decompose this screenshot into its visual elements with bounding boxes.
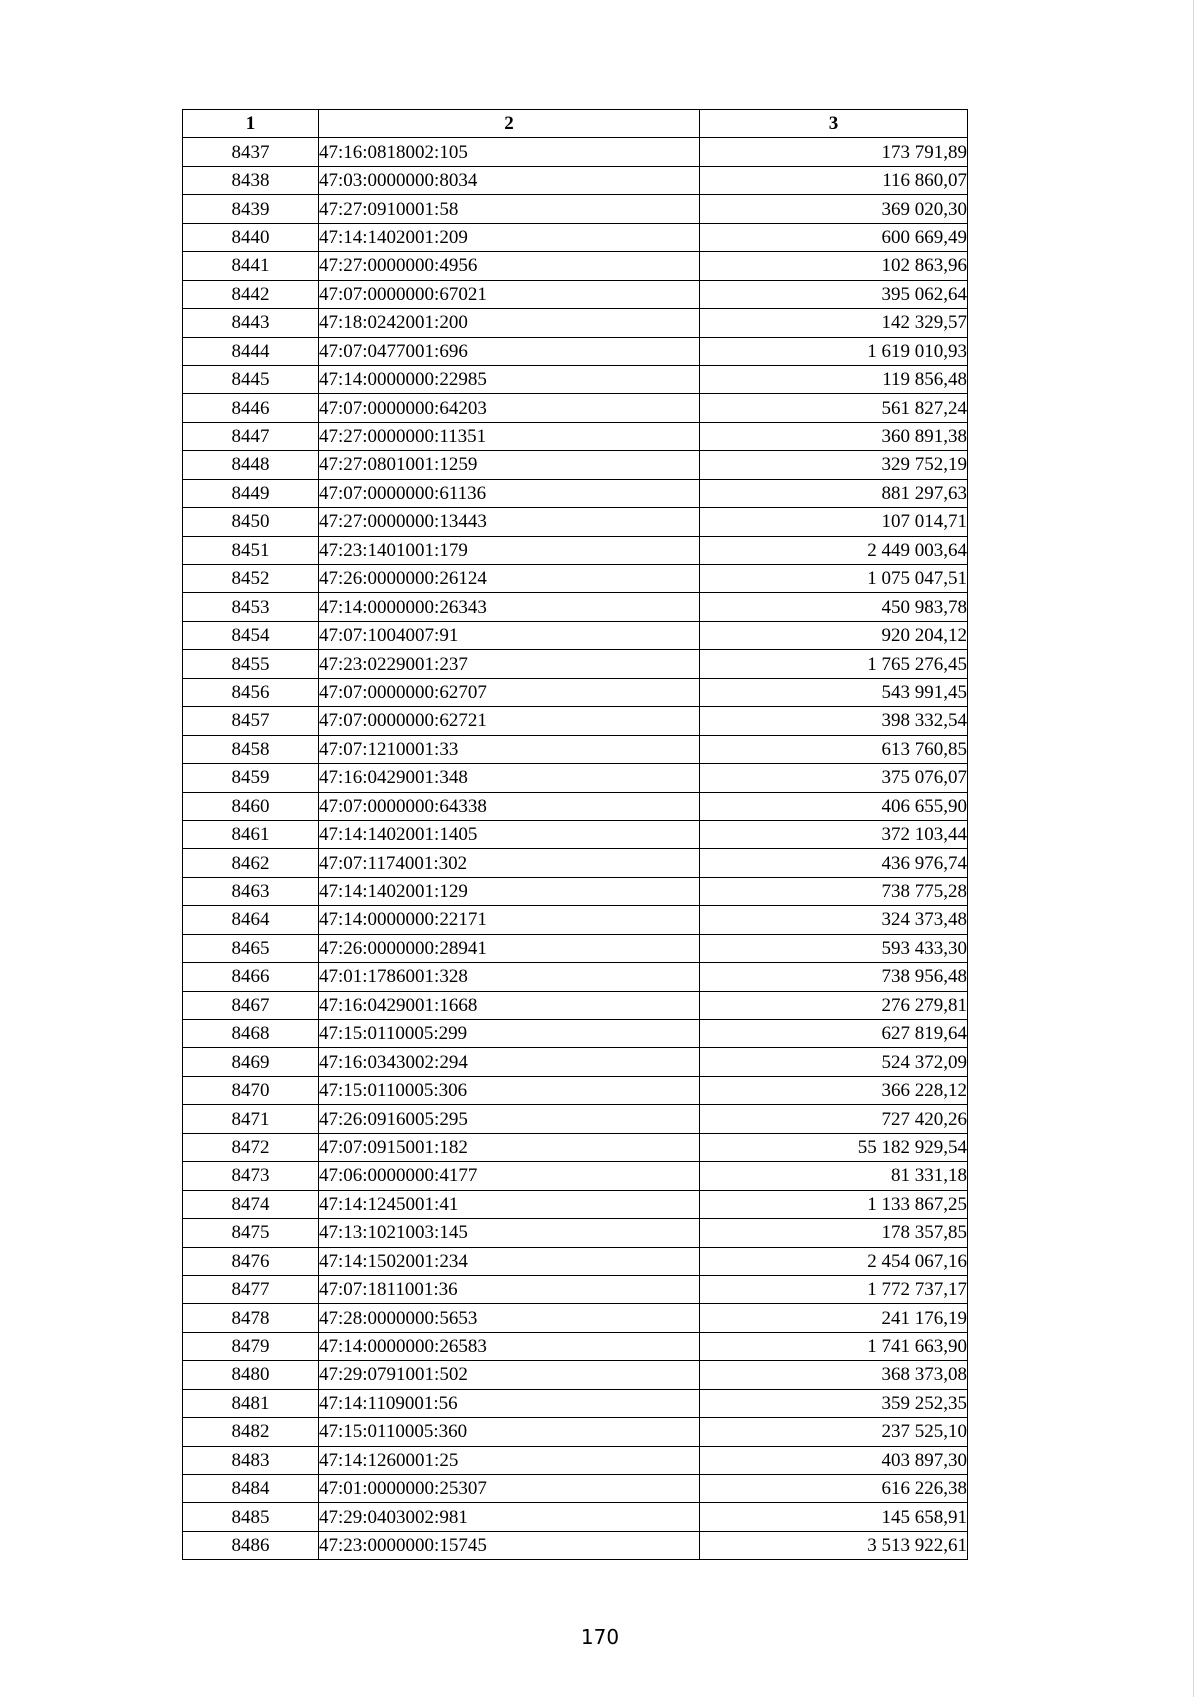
table-row: [183, 1105, 968, 1133]
cadastral-value: 119 856,48: [700, 365, 968, 393]
table-row: [183, 422, 968, 450]
cadastral-number: 47:27:0801001:1259: [319, 451, 700, 479]
table-row: [183, 593, 968, 621]
cadastral-value: 593 433,30: [700, 934, 968, 962]
table-row: [183, 1389, 968, 1417]
table-row: [183, 337, 968, 365]
table-row: [183, 1304, 968, 1332]
cadastral-number: 47:07:0000000:64338: [319, 792, 700, 820]
cadastral-value: 1 133 867,25: [700, 1190, 968, 1218]
cadastral-value: 145 658,91: [700, 1503, 968, 1531]
table-row: [183, 1076, 968, 1104]
row-number: 8467: [183, 991, 319, 1019]
cadastral-number: 47:07:1210001:33: [319, 735, 700, 763]
cadastral-value: 142 329,57: [700, 309, 968, 337]
row-number: 8444: [183, 337, 319, 365]
cadastral-number: 47:26:0000000:26124: [319, 565, 700, 593]
cadastral-number: 47:01:1786001:328: [319, 963, 700, 991]
cadastral-value: 366 228,12: [700, 1076, 968, 1104]
row-number: 8446: [183, 394, 319, 422]
cadastral-number: 47:23:0229001:237: [319, 650, 700, 678]
cadastral-value: 173 791,89: [700, 138, 968, 166]
table-row: [183, 1475, 968, 1503]
cadastral-value: 2 454 067,16: [700, 1247, 968, 1275]
cadastral-number: 47:18:0242001:200: [319, 309, 700, 337]
table-row: [183, 678, 968, 706]
cadastral-value: 375 076,07: [700, 764, 968, 792]
cadastral-value: 561 827,24: [700, 394, 968, 422]
row-number: 8477: [183, 1275, 319, 1303]
cadastral-value: 107 014,71: [700, 508, 968, 536]
cadastral-number: 47:26:0000000:28941: [319, 934, 700, 962]
table-row: [183, 1219, 968, 1247]
column-header-2: 2: [319, 110, 700, 138]
cadastral-value: 276 279,81: [700, 991, 968, 1019]
cadastral-value: 1 619 010,93: [700, 337, 968, 365]
cadastral-value: 102 863,96: [700, 252, 968, 280]
row-number: 8470: [183, 1076, 319, 1104]
table-row: [183, 252, 968, 280]
cadastral-number: 47:14:0000000:26583: [319, 1332, 700, 1360]
row-number: 8438: [183, 166, 319, 194]
row-number: 8466: [183, 963, 319, 991]
cadastral-value: 727 420,26: [700, 1105, 968, 1133]
row-number: 8455: [183, 650, 319, 678]
cadastral-number: 47:07:1174001:302: [319, 849, 700, 877]
row-number: 8472: [183, 1133, 319, 1161]
cadastral-number: 47:03:0000000:8034: [319, 166, 700, 194]
cadastral-value: 613 760,85: [700, 735, 968, 763]
table-row: [183, 1332, 968, 1360]
row-number: 8482: [183, 1418, 319, 1446]
row-number: 8461: [183, 820, 319, 848]
cadastral-number: 47:01:0000000:25307: [319, 1475, 700, 1503]
table-row: [183, 820, 968, 848]
table-row: [183, 309, 968, 337]
cadastral-value: 359 252,35: [700, 1389, 968, 1417]
page-number: 170: [580, 1625, 620, 1649]
table-row: [183, 1531, 968, 1559]
row-number: 8474: [183, 1190, 319, 1218]
row-number: 8469: [183, 1048, 319, 1076]
table-row: [183, 735, 968, 763]
cadastral-number: 47:14:0000000:22985: [319, 365, 700, 393]
cadastral-value: 2 449 003,64: [700, 536, 968, 564]
cadastral-number: 47:14:1260001:25: [319, 1446, 700, 1474]
cadastral-number: 47:07:0477001:696: [319, 337, 700, 365]
row-number: 8481: [183, 1389, 319, 1417]
cadastral-value: 395 062,64: [700, 280, 968, 308]
cadastral-value: 324 373,48: [700, 906, 968, 934]
row-number: 8465: [183, 934, 319, 962]
cadastral-value: 1 741 663,90: [700, 1332, 968, 1360]
cadastral-number: 47:14:0000000:26343: [319, 593, 700, 621]
cadastral-number: 47:29:0403002:981: [319, 1503, 700, 1531]
cadastral-number: 47:07:0000000:62721: [319, 707, 700, 735]
row-number: 8439: [183, 195, 319, 223]
cadastral-value: 55 182 929,54: [700, 1133, 968, 1161]
cadastral-number: 47:14:1402001:209: [319, 223, 700, 251]
cadastral-value: 543 991,45: [700, 678, 968, 706]
table-row: [183, 906, 968, 934]
cadastral-value: 406 655,90: [700, 792, 968, 820]
row-number: 8471: [183, 1105, 319, 1133]
cadastral-value: 738 775,28: [700, 877, 968, 905]
cadastral-value: 360 891,38: [700, 422, 968, 450]
cadastral-number: 47:07:0915001:182: [319, 1133, 700, 1161]
table-row: [183, 223, 968, 251]
cadastral-number: 47:28:0000000:5653: [319, 1304, 700, 1332]
cadastral-value: 436 976,74: [700, 849, 968, 877]
row-number: 8440: [183, 223, 319, 251]
row-number: 8450: [183, 508, 319, 536]
cadastral-value: 237 525,10: [700, 1418, 968, 1446]
row-number: 8460: [183, 792, 319, 820]
row-number: 8463: [183, 877, 319, 905]
table-row: [183, 479, 968, 507]
cadastral-number: 47:15:0110005:299: [319, 1020, 700, 1048]
row-number: 8453: [183, 593, 319, 621]
table-row: [183, 877, 968, 905]
cadastral-value: 600 669,49: [700, 223, 968, 251]
cadastral-number: 47:27:0000000:4956: [319, 252, 700, 280]
cadastral-value: 403 897,30: [700, 1446, 968, 1474]
cadastral-number: 47:15:0110005:360: [319, 1418, 700, 1446]
table-row: [183, 1503, 968, 1531]
cadastral-number: 47:14:1402001:129: [319, 877, 700, 905]
table-row: [183, 365, 968, 393]
row-number: 8457: [183, 707, 319, 735]
cadastral-number: 47:14:1402001:1405: [319, 820, 700, 848]
cadastral-value: 3 513 922,61: [700, 1531, 968, 1559]
row-number: 8442: [183, 280, 319, 308]
cadastral-number: 47:29:0791001:502: [319, 1361, 700, 1389]
table-row: [183, 792, 968, 820]
table-row: [183, 1361, 968, 1389]
cadastral-number: 47:07:1004007:91: [319, 621, 700, 649]
cadastral-number: 47:27:0000000:13443: [319, 508, 700, 536]
cadastral-number: 47:14:0000000:22171: [319, 906, 700, 934]
table-row: [183, 394, 968, 422]
row-number: 8447: [183, 422, 319, 450]
table-row: [183, 991, 968, 1019]
table-row: [183, 280, 968, 308]
table-row: [183, 138, 968, 166]
table-row: [183, 1418, 968, 1446]
table-row: [183, 1133, 968, 1161]
cadastral-value: 116 860,07: [700, 166, 968, 194]
row-number: 8451: [183, 536, 319, 564]
table-row: [183, 1162, 968, 1190]
table-row: [183, 621, 968, 649]
table-row: [183, 565, 968, 593]
cadastral-value: 369 020,30: [700, 195, 968, 223]
row-number: 8464: [183, 906, 319, 934]
cadastral-number: 47:07:1811001:36: [319, 1275, 700, 1303]
cadastral-value: 450 983,78: [700, 593, 968, 621]
row-number: 8478: [183, 1304, 319, 1332]
cadastral-number: 47:16:0818002:105: [319, 138, 700, 166]
row-number: 8476: [183, 1247, 319, 1275]
row-number: 8484: [183, 1475, 319, 1503]
row-number: 8445: [183, 365, 319, 393]
table-body: [183, 138, 968, 1560]
cadastral-value: 881 297,63: [700, 479, 968, 507]
row-number: 8458: [183, 735, 319, 763]
cadastral-value: 920 204,12: [700, 621, 968, 649]
row-number: 8486: [183, 1531, 319, 1559]
table-row: [183, 451, 968, 479]
row-number: 8480: [183, 1361, 319, 1389]
row-number: 8443: [183, 309, 319, 337]
table-row: [183, 934, 968, 962]
cadastral-number: 47:07:0000000:62707: [319, 678, 700, 706]
row-number: 8454: [183, 621, 319, 649]
row-number: 8459: [183, 764, 319, 792]
cadastral-number: 47:16:0429001:1668: [319, 991, 700, 1019]
cadastral-number: 47:06:0000000:4177: [319, 1162, 700, 1190]
row-number: 8485: [183, 1503, 319, 1531]
cadastral-value: 1 772 737,17: [700, 1275, 968, 1303]
row-number: 8452: [183, 565, 319, 593]
page-edge: [1193, 0, 1194, 1697]
column-header-3: 3: [700, 110, 968, 138]
table-row: [183, 707, 968, 735]
row-number: 8462: [183, 849, 319, 877]
table-row: [183, 536, 968, 564]
row-number: 8448: [183, 451, 319, 479]
row-number: 8468: [183, 1020, 319, 1048]
cadastral-number: 47:16:0343002:294: [319, 1048, 700, 1076]
cadastral-number: 47:26:0916005:295: [319, 1105, 700, 1133]
cadastral-value: 627 819,64: [700, 1020, 968, 1048]
cadastral-number: 47:14:1109001:56: [319, 1389, 700, 1417]
table-row: [183, 849, 968, 877]
column-header-1: 1: [183, 110, 319, 138]
table-row: [183, 1020, 968, 1048]
cadastral-number: 47:13:1021003:145: [319, 1219, 700, 1247]
table-row: [183, 166, 968, 194]
cadastral-value: 1 765 276,45: [700, 650, 968, 678]
cadastral-value: 241 176,19: [700, 1304, 968, 1332]
cadastral-value: 398 332,54: [700, 707, 968, 735]
table-row: [183, 1190, 968, 1218]
table-header: [183, 110, 968, 138]
cadastral-value: 1 075 047,51: [700, 565, 968, 593]
cadastral-value: 81 331,18: [700, 1162, 968, 1190]
table-row: [183, 1446, 968, 1474]
cadastral-number: 47:27:0000000:11351: [319, 422, 700, 450]
cadastral-number: 47:23:0000000:15745: [319, 1531, 700, 1559]
cadastral-number: 47:07:0000000:61136: [319, 479, 700, 507]
row-number: 8475: [183, 1219, 319, 1247]
row-number: 8479: [183, 1332, 319, 1360]
cadastral-value: 178 357,85: [700, 1219, 968, 1247]
cadastral-number: 47:15:0110005:306: [319, 1076, 700, 1104]
table-row: [183, 963, 968, 991]
cadastral-value: 329 752,19: [700, 451, 968, 479]
table-row: [183, 650, 968, 678]
cadastral-value: 616 226,38: [700, 1475, 968, 1503]
cadastral-number: 47:07:0000000:67021: [319, 280, 700, 308]
row-number: 8441: [183, 252, 319, 280]
row-number: 8456: [183, 678, 319, 706]
cadastral-number: 47:23:1401001:179: [319, 536, 700, 564]
table-row: [183, 1247, 968, 1275]
cadastral-value: 368 373,08: [700, 1361, 968, 1389]
table-row: [183, 1048, 968, 1076]
cadastral-value: 524 372,09: [700, 1048, 968, 1076]
header-row: [183, 110, 968, 138]
table-row: [183, 764, 968, 792]
row-number: 8437: [183, 138, 319, 166]
cadastral-number: 47:07:0000000:64203: [319, 394, 700, 422]
row-number: 8473: [183, 1162, 319, 1190]
row-number: 8449: [183, 479, 319, 507]
row-number: 8483: [183, 1446, 319, 1474]
table-row: [183, 1275, 968, 1303]
cadastral-number: 47:27:0910001:58: [319, 195, 700, 223]
cadastral-table: [182, 109, 968, 1560]
table-row: [183, 508, 968, 536]
table-row: [183, 195, 968, 223]
cadastral-number: 47:14:1502001:234: [319, 1247, 700, 1275]
cadastral-value: 738 956,48: [700, 963, 968, 991]
cadastral-number: 47:14:1245001:41: [319, 1190, 700, 1218]
cadastral-number: 47:16:0429001:348: [319, 764, 700, 792]
cadastral-value: 372 103,44: [700, 820, 968, 848]
